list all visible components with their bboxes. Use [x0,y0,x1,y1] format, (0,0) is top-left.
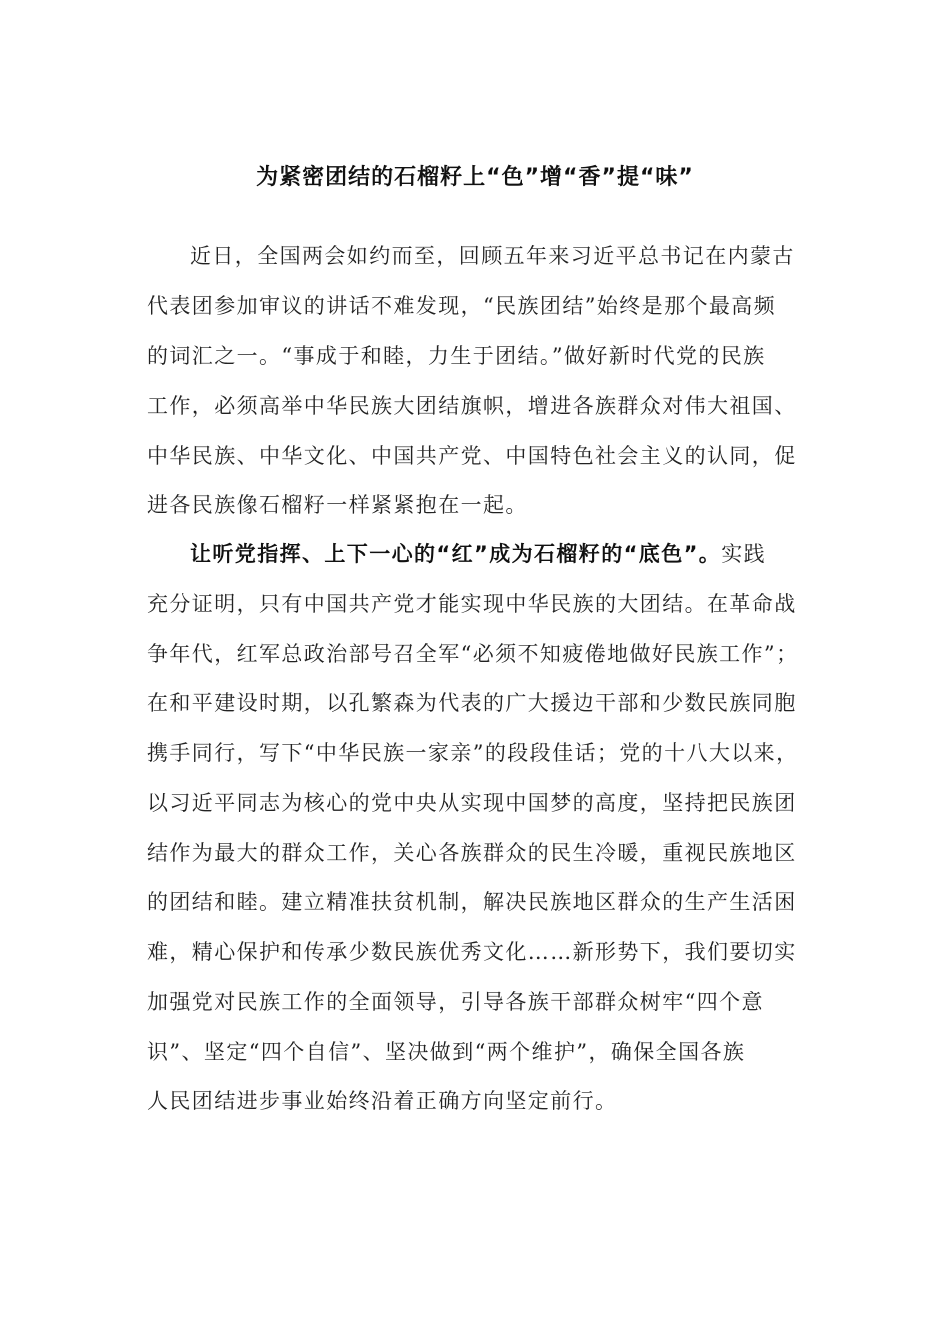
paragraph-2-line-7: 结作为最大的群众工作，关心各族群众的民生冷暖，重视民族地区 [147,841,797,865]
paragraph-2-line-12: 人民团结进步事业始终沿着正确方向坚定前行。 [147,1089,618,1113]
paragraph-1-line-1: 近日，全国两会如约而至，回顾五年来习近平总书记在内蒙古 [190,244,795,268]
paragraph-1-line-4: 工作，必须高举中华民族大团结旗帜，增进各族群众对伟大祖国、 [147,394,797,418]
paragraph-2-lead-rest: 实践 [721,542,767,566]
paragraph-2-line-2: 充分证明，只有中国共产党才能实现中华民族的大团结。在革命战 [147,592,797,616]
paragraph-2-line-6: 以习近平同志为核心的党中央从实现中国梦的高度，坚持把民族团 [147,791,797,815]
paragraph-2-line-1 [190,539,850,569]
paragraph-1-line-3: 的词汇之一。“事成于和睦，力生于团结。”做好新时代党的民族 [147,344,766,368]
paragraph-2-line-10: 加强党对民族工作的全面领导，引导各族干部群众树牢“四个意 [147,990,764,1014]
paragraph-2-line-8: 的团结和睦。建立精准扶贫机制，解决民族地区群众的生产生活困 [147,890,797,914]
paragraph-2-line-4: 在和平建设时期，以孔繁森为代表的广大援边干部和少数民族同胞 [147,691,797,715]
paragraph-1-line-5: 中华民族、中华文化、中国共产党、中国特色社会主义的认同，促 [147,444,797,468]
paragraph-1-line-2: 代表团参加审议的讲话不难发现，“民族团结”始终是那个最高频 [147,294,777,318]
paragraph-2-line-11: 识”、坚定“四个自信”、坚决做到“两个维护”，确保全国各族 [147,1040,746,1064]
paragraph-1-line-6: 进各民族像石榴籽一样紧紧抱在一起。 [147,493,528,517]
paragraph-2-line-9: 难，精心保护和传承少数民族优秀文化……新形势下，我们要切实 [147,940,797,964]
paragraph-2-line-3: 争年代，红军总政治部号召全军“必须不知疲倦地做好民族工作”； [147,642,799,666]
paragraph-2-lead-bold: 让听党指挥、上下一心的“红”成为石榴籽的“底色”。 [190,542,722,566]
paragraph-2-line-5: 携手同行，写下“中华民族一家亲”的段段佳话；党的十八大以来， [147,741,799,765]
document-title: 为紧密团结的石榴籽上“色”增“香”提“味” [256,165,694,190]
